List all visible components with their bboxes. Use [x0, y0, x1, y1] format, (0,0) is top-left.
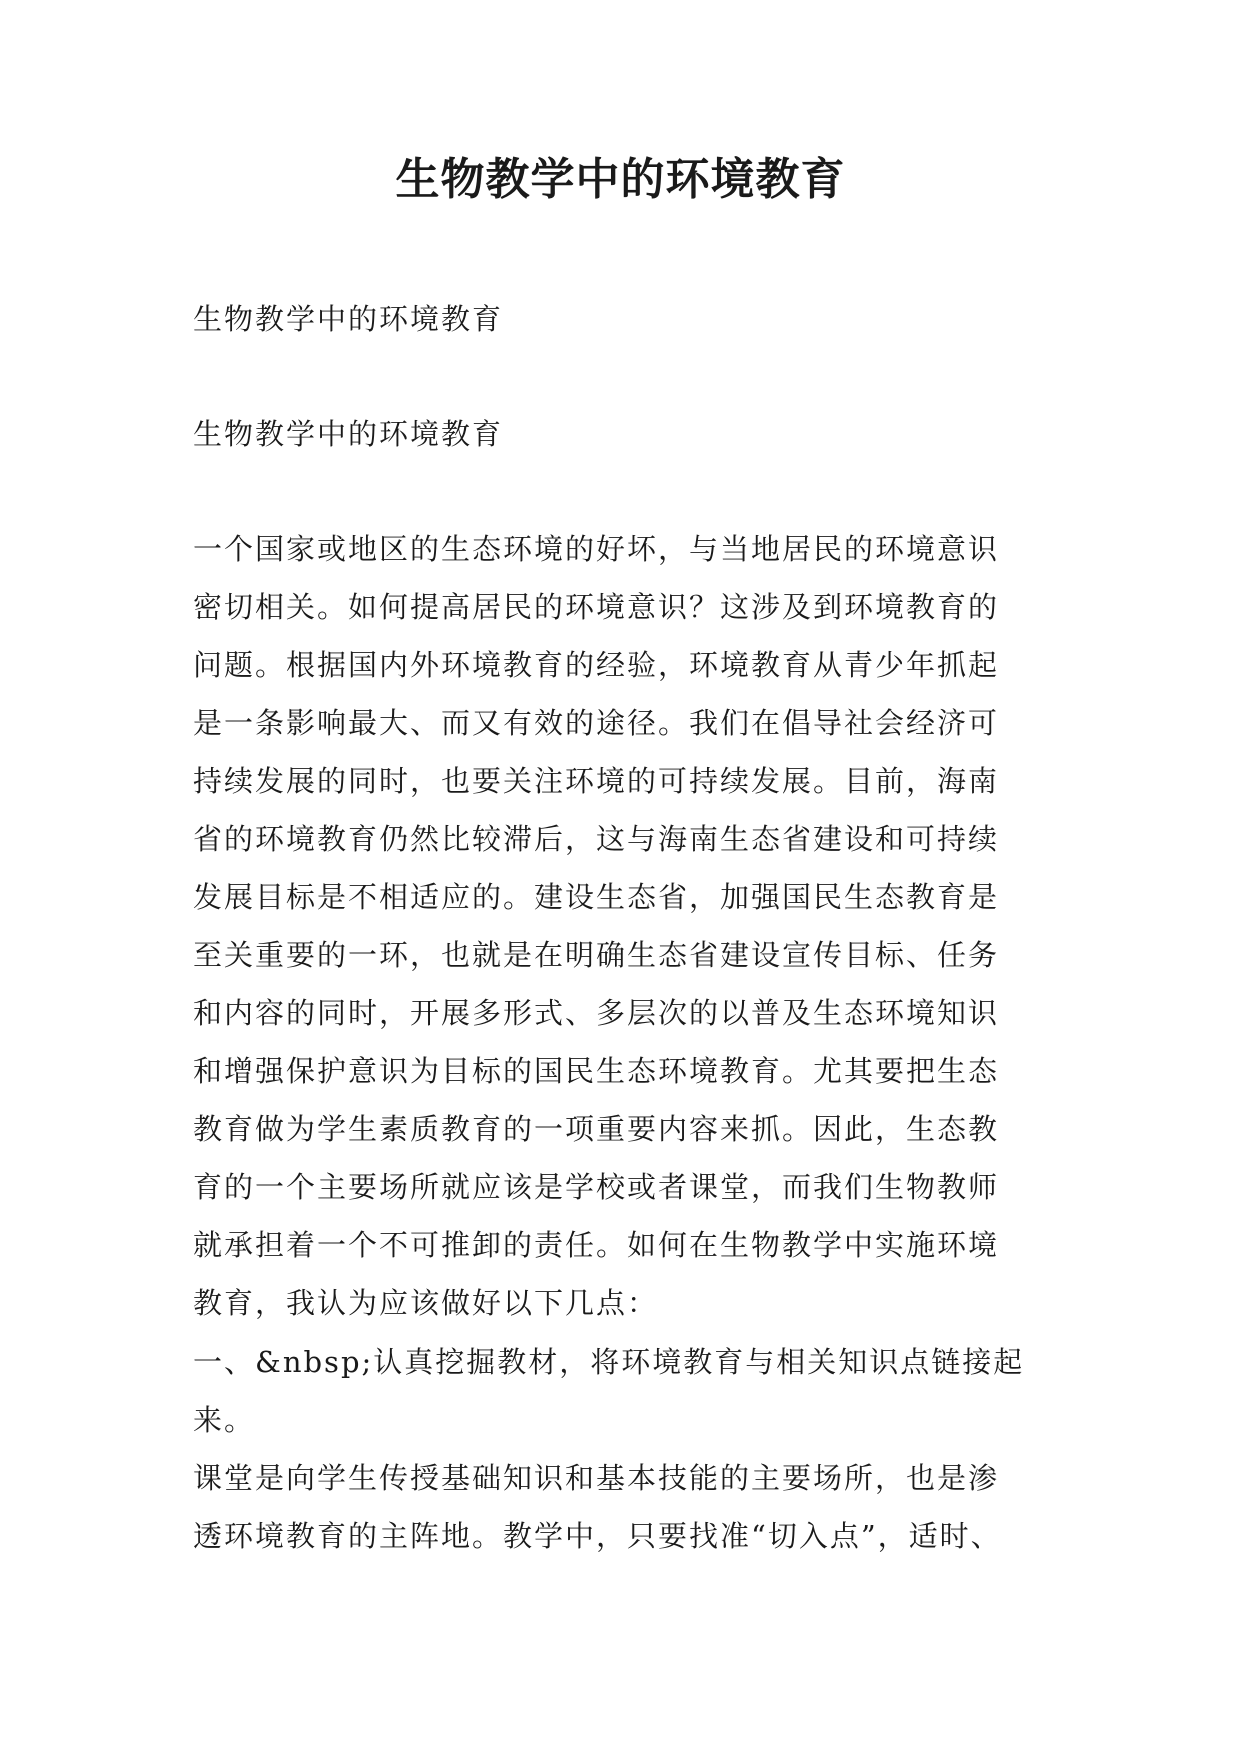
- intro-paragraph: 一个国家或地区的生态环境的好坏，与当地居民的环境意识 密切相关。如何提高居民的环境意识？这涉及到环境教育的 问题。根据国内外环境教育的经验，环境教育从青少年抓起 是一条影响最大、而又有效的途径。我们在倡导社会经济可 持续发展的同时，也要关注环境的可持续发展。目前，海南 省的环境教育仍然比较滞后，这与海南生态省建设和可持续 发展目标是不相适应的。建设生态省，加强国民生态教育是 至关重要的一环，也就是在明确生态省建设宣传目标、任务 和内容的同时，开展多形式、多层次的以普及生态环境知识 和增强保护意识为目标的国民生态环境教育。尤其要把生态 教育做为学生素质教育的一项重要内容来抓。因此，生态教 育的一个主要场所就应该是学校或者课堂，而我们生物教师 就承担着一个不可推卸的责任。如何在生物教学中实施环境 教育，我认为应该做好以下几点：: [193, 532, 1000, 1320]
- section-heading-1: 一、&nbsp;认真挖掘教材，将环境教育与相关知识点链接起 来。: [193, 1345, 1025, 1437]
- section-1-paragraph: 课堂是向学生传授基础知识和基本技能的主要场所，也是渗 透环境教育的主阵地。教学中，只要找准“切入点”，适时、: [193, 1461, 1002, 1553]
- document-subtitle-repeat: 生物教学中的环境教育: [193, 417, 504, 451]
- document-title: 生物教学中的环境教育: [395, 154, 846, 205]
- document-subtitle: 生物教学中的环境教育: [193, 302, 504, 336]
